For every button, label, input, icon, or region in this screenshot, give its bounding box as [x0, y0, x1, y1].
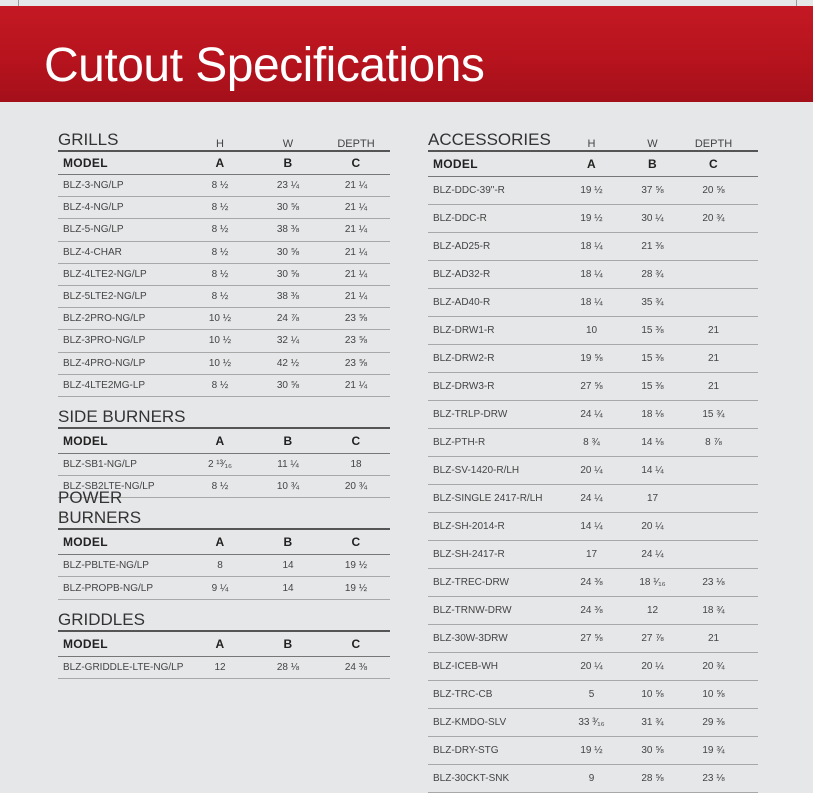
c-cell: 18 — [350, 458, 362, 470]
c-cell: 23 ⅝ — [344, 313, 368, 325]
b-col-header: B — [283, 636, 293, 651]
a-cell: 10 — [585, 325, 598, 336]
c-cell: 21 ¼ — [344, 246, 368, 258]
accessories-title: ACCESSORIES — [428, 130, 551, 149]
dim-w-label: W — [647, 138, 658, 150]
model-cell: BLZ-DDC-39"-R — [433, 185, 505, 196]
table-row — [428, 765, 758, 793]
accessories-rows — [428, 177, 758, 793]
a-col-header: A — [587, 157, 596, 171]
title-banner — [0, 6, 813, 102]
model-cell: BLZ-30CKT-SNK — [433, 773, 510, 784]
a-cell: 19 ⅝ — [580, 353, 603, 364]
b-cell: 10 ⅝ — [641, 689, 664, 700]
model-col-header: MODEL — [433, 157, 478, 171]
griddles-title: GRIDDLES — [58, 609, 145, 629]
a-col-header: A — [215, 535, 225, 550]
a-cell: 2 ¹³⁄₁₆ — [207, 458, 233, 470]
b-cell: 24 ¼ — [641, 549, 664, 560]
table-row — [428, 373, 758, 401]
b-cell: 15 ⅜ — [641, 381, 664, 392]
table-row — [58, 577, 390, 599]
a-cell: 18 ¼ — [580, 269, 603, 280]
left-column — [58, 120, 390, 679]
model-cell: BLZ-SINGLE 2417-R/LH — [433, 493, 543, 504]
a-cell: 20 ¼ — [580, 661, 603, 672]
a-cell: 17 — [585, 549, 598, 560]
a-cell: 10 ½ — [208, 335, 232, 347]
model-cell: BLZ-AD32-R — [433, 269, 491, 280]
a-cell: 19 ½ — [580, 213, 603, 224]
a-cell: 24 ¼ — [580, 493, 603, 504]
table-row — [428, 401, 758, 429]
model-cell: BLZ-GRIDDLE-LTE-NG/LP — [63, 661, 184, 673]
a-col-header: A — [215, 636, 225, 651]
power-burners-model-header — [58, 528, 390, 555]
table-row — [58, 219, 390, 241]
c-cell: 8 ⅞ — [705, 437, 722, 448]
a-cell: 8 ½ — [211, 224, 229, 236]
model-cell: BLZ-4-CHAR — [63, 246, 122, 258]
b-cell: 18 ⅛ — [641, 409, 664, 420]
b-col-header: B — [648, 157, 657, 171]
model-cell: BLZ-SH-2014-R — [433, 521, 505, 532]
b-cell: 20 ¼ — [641, 661, 664, 672]
side-burners-header — [58, 403, 390, 427]
side-burners-model-header — [58, 427, 390, 454]
table-row — [58, 330, 390, 352]
a-cell: 33 ³⁄₁₆ — [578, 717, 605, 728]
dim-w-label: W — [282, 138, 294, 150]
b-cell: 30 ⅝ — [641, 745, 664, 756]
a-cell: 18 ¼ — [580, 241, 603, 252]
c-cell: 10 ⅝ — [702, 689, 725, 700]
model-cell: BLZ-SB2LTE-NG/LP — [63, 481, 155, 493]
b-cell: 30 ⅝ — [276, 202, 300, 214]
a-cell: 27 ⅝ — [580, 381, 603, 392]
model-cell: BLZ-4LTE2-NG/LP — [63, 268, 147, 280]
b-cell: 14 ⅛ — [641, 437, 664, 448]
table-row — [428, 625, 758, 653]
a-cell: 5 — [588, 689, 595, 700]
model-cell: BLZ-4-NG/LP — [63, 202, 124, 214]
model-cell: BLZ-DRW2-R — [433, 353, 495, 364]
dim-h-label: H — [216, 138, 224, 150]
b-cell: 28 ¾ — [641, 269, 664, 280]
table-row — [428, 205, 758, 233]
power-burners-header — [58, 488, 390, 528]
c-cell: 21 ¼ — [344, 224, 368, 236]
table-row — [428, 317, 758, 345]
model-cell: BLZ-AD40-R — [433, 297, 491, 308]
model-col-header: MODEL — [63, 156, 108, 170]
side-burners-section — [58, 403, 390, 498]
table-row — [58, 264, 390, 286]
model-cell: BLZ-3PRO-NG/LP — [63, 335, 146, 347]
c-col-header: C — [709, 157, 718, 171]
model-cell: BLZ-KMDO-SLV — [433, 717, 507, 728]
a-cell: 10 ½ — [208, 357, 232, 369]
c-cell: 23 ⅝ — [344, 335, 368, 347]
b-cell: 14 — [282, 582, 294, 594]
table-row — [428, 653, 758, 681]
a-col-header: A — [215, 156, 225, 170]
model-cell: BLZ-30W-3DRW — [433, 633, 508, 644]
c-cell: 15 ¾ — [702, 409, 725, 420]
a-cell: 8 ½ — [211, 268, 229, 280]
c-cell: 18 ¾ — [702, 605, 725, 616]
side-burners-title: SIDE BURNERS — [58, 406, 186, 426]
c-col-header: C — [351, 156, 361, 170]
a-cell: 27 ⅝ — [580, 633, 603, 644]
a-cell: 9 ¼ — [211, 582, 229, 594]
accessories-header — [428, 120, 758, 150]
b-cell: 37 ⅝ — [641, 185, 664, 196]
b-cell: 31 ¾ — [641, 717, 664, 728]
a-cell: 8 ½ — [211, 291, 229, 303]
b-cell: 15 ⅜ — [641, 325, 664, 336]
b-cell: 42 ½ — [276, 357, 300, 369]
c-cell: 21 ¼ — [344, 291, 368, 303]
c-col-header: C — [351, 535, 361, 550]
a-cell: 19 ½ — [580, 745, 603, 756]
b-cell: 27 ⅞ — [641, 633, 664, 644]
table-row — [428, 429, 758, 457]
a-cell: 14 ¼ — [580, 521, 603, 532]
page-title: Cutout Specifications — [44, 39, 485, 92]
model-cell: BLZ-TRNW-DRW — [433, 605, 512, 616]
dim-depth-label: DEPTH — [337, 138, 375, 150]
b-col-header: B — [283, 433, 293, 448]
table-row — [428, 289, 758, 317]
c-cell: 20 ¾ — [344, 481, 368, 493]
a-cell: 8 ¾ — [583, 437, 600, 448]
model-cell: BLZ-SH-2417-R — [433, 549, 505, 560]
c-cell: 21 ¼ — [344, 202, 368, 214]
c-cell: 21 — [707, 353, 720, 364]
model-cell: BLZ-TREC-DRW — [433, 577, 509, 588]
model-cell: BLZ-DDC-R — [433, 213, 487, 224]
a-cell: 8 ½ — [211, 180, 229, 192]
table-row — [58, 286, 390, 308]
a-cell: 9 — [588, 773, 595, 784]
c-cell: 23 ⅛ — [702, 577, 725, 588]
grills-rows — [58, 175, 390, 397]
c-cell: 21 ¼ — [344, 180, 368, 192]
power-burners-title: POWER BURNERS — [58, 488, 142, 528]
model-cell: BLZ-DRY-STG — [433, 745, 499, 756]
c-col-header: C — [351, 433, 361, 448]
table-row — [428, 233, 758, 261]
c-cell: 19 ½ — [344, 582, 368, 594]
model-cell: BLZ-4LTE2MG-LP — [63, 379, 146, 391]
a-cell: 8 ½ — [211, 246, 229, 258]
a-cell: 12 — [214, 661, 226, 673]
b-cell: 11 ¼ — [277, 458, 299, 470]
b-cell: 17 — [646, 493, 659, 504]
b-cell: 30 ⅝ — [276, 379, 300, 391]
a-cell: 24 ¼ — [580, 409, 603, 420]
c-col-header: C — [351, 636, 361, 651]
a-cell: 24 ⅜ — [580, 577, 603, 588]
c-cell: 24 ⅜ — [344, 661, 368, 673]
a-cell: 8 — [217, 560, 223, 572]
model-cell: BLZ-DRW3-R — [433, 381, 495, 392]
a-cell: 19 ½ — [580, 185, 603, 196]
model-cell: BLZ-PROPB-NG/LP — [63, 582, 154, 594]
table-row — [58, 353, 390, 375]
model-cell: BLZ-TRLP-DRW — [433, 409, 508, 420]
c-cell: 29 ⅜ — [702, 717, 725, 728]
table-row — [428, 177, 758, 205]
b-col-header: B — [283, 535, 293, 550]
b-cell: 14 ¼ — [641, 465, 664, 476]
table-row — [428, 261, 758, 289]
grills-model-header — [58, 150, 390, 175]
c-cell: 23 ⅛ — [702, 773, 725, 784]
griddles-header — [58, 606, 390, 630]
right-column — [428, 120, 758, 793]
table-row — [58, 308, 390, 330]
a-cell: 18 ¼ — [580, 297, 603, 308]
b-cell: 23 ¼ — [276, 180, 300, 192]
model-cell: BLZ-3-NG/LP — [63, 180, 124, 192]
model-col-header: MODEL — [63, 636, 108, 651]
b-cell: 32 ¼ — [276, 335, 300, 347]
accessories-section — [428, 120, 758, 793]
a-cell: 24 ⅜ — [580, 605, 603, 616]
b-cell: 10 ¾ — [276, 481, 300, 493]
table-row — [428, 709, 758, 737]
power-burners-section — [58, 488, 390, 599]
b-cell: 28 ⅛ — [276, 661, 300, 673]
table-row — [428, 345, 758, 373]
model-cell: BLZ-TRC-CB — [433, 689, 493, 700]
b-cell: 30 ⅝ — [276, 268, 300, 280]
table-row — [428, 513, 758, 541]
c-cell: 19 ½ — [344, 560, 368, 572]
table-row — [428, 541, 758, 569]
model-cell: BLZ-ICEB-WH — [433, 661, 498, 672]
grills-title: GRILLS — [58, 130, 119, 149]
table-row — [58, 197, 390, 219]
b-cell: 30 ¼ — [641, 213, 664, 224]
b-cell: 12 — [646, 605, 659, 616]
table-row — [428, 597, 758, 625]
b-cell: 20 ¼ — [641, 521, 664, 532]
model-cell: BLZ-SV-1420-R/LH — [433, 465, 520, 476]
power-burners-rows — [58, 555, 390, 599]
c-cell: 23 ⅝ — [344, 357, 368, 369]
table-row — [58, 375, 390, 397]
table-row — [58, 454, 390, 476]
model-cell: BLZ-PBLTE-NG/LP — [63, 560, 149, 572]
table-row — [58, 657, 390, 679]
model-col-header: MODEL — [63, 433, 108, 448]
table-row — [58, 555, 390, 577]
c-cell: 20 ¾ — [702, 213, 725, 224]
accessories-model-header — [428, 150, 758, 177]
c-cell: 19 ¾ — [702, 745, 725, 756]
table-row — [428, 681, 758, 709]
griddles-rows — [58, 657, 390, 679]
b-cell: 35 ¾ — [641, 297, 664, 308]
model-cell: BLZ-5LTE2-NG/LP — [63, 291, 147, 303]
c-cell: 21 ¼ — [344, 268, 368, 280]
table-row — [428, 569, 758, 597]
c-cell: 21 — [707, 381, 720, 392]
model-cell: BLZ-SB1-NG/LP — [63, 458, 137, 470]
c-cell: 20 ⅝ — [702, 185, 725, 196]
table-row — [428, 737, 758, 765]
a-cell: 8 ½ — [211, 202, 229, 214]
dim-depth-label: DEPTH — [694, 138, 733, 150]
griddles-section — [58, 606, 390, 679]
c-cell: 21 — [707, 325, 720, 336]
a-cell: 8 ½ — [211, 481, 229, 493]
b-cell: 30 ⅝ — [276, 246, 300, 258]
c-cell: 21 — [707, 633, 720, 644]
model-cell: BLZ-AD25-R — [433, 241, 491, 252]
grills-header — [58, 120, 390, 150]
b-cell: 21 ⅜ — [641, 241, 664, 252]
b-cell: 14 — [282, 560, 294, 572]
b-cell: 18 ¹⁄₁₆ — [639, 577, 666, 588]
grills-section — [58, 120, 390, 397]
table-row — [428, 457, 758, 485]
b-cell: 38 ⅜ — [276, 224, 300, 236]
a-cell: 20 ¼ — [580, 465, 603, 476]
table-row — [428, 485, 758, 513]
c-cell: 21 ¼ — [344, 379, 368, 391]
table-row — [58, 242, 390, 264]
b-cell: 24 ⅞ — [276, 313, 300, 325]
b-col-header: B — [283, 156, 293, 170]
b-cell: 28 ⅝ — [641, 773, 664, 784]
dim-h-label: H — [587, 138, 596, 150]
model-col-header: MODEL — [63, 535, 108, 550]
c-cell: 20 ¾ — [702, 661, 725, 672]
model-cell: BLZ-2PRO-NG/LP — [63, 313, 146, 325]
b-cell: 15 ⅜ — [641, 353, 664, 364]
griddles-model-header — [58, 630, 390, 657]
model-cell: BLZ-5-NG/LP — [63, 224, 124, 236]
model-cell: BLZ-PTH-R — [433, 437, 486, 448]
a-cell: 8 ½ — [211, 379, 229, 391]
model-cell: BLZ-4PRO-NG/LP — [63, 357, 146, 369]
model-cell: BLZ-DRW1-R — [433, 325, 495, 336]
b-cell: 38 ⅜ — [276, 291, 300, 303]
table-row — [58, 175, 390, 197]
a-cell: 10 ½ — [208, 313, 232, 325]
a-col-header: A — [215, 433, 225, 448]
